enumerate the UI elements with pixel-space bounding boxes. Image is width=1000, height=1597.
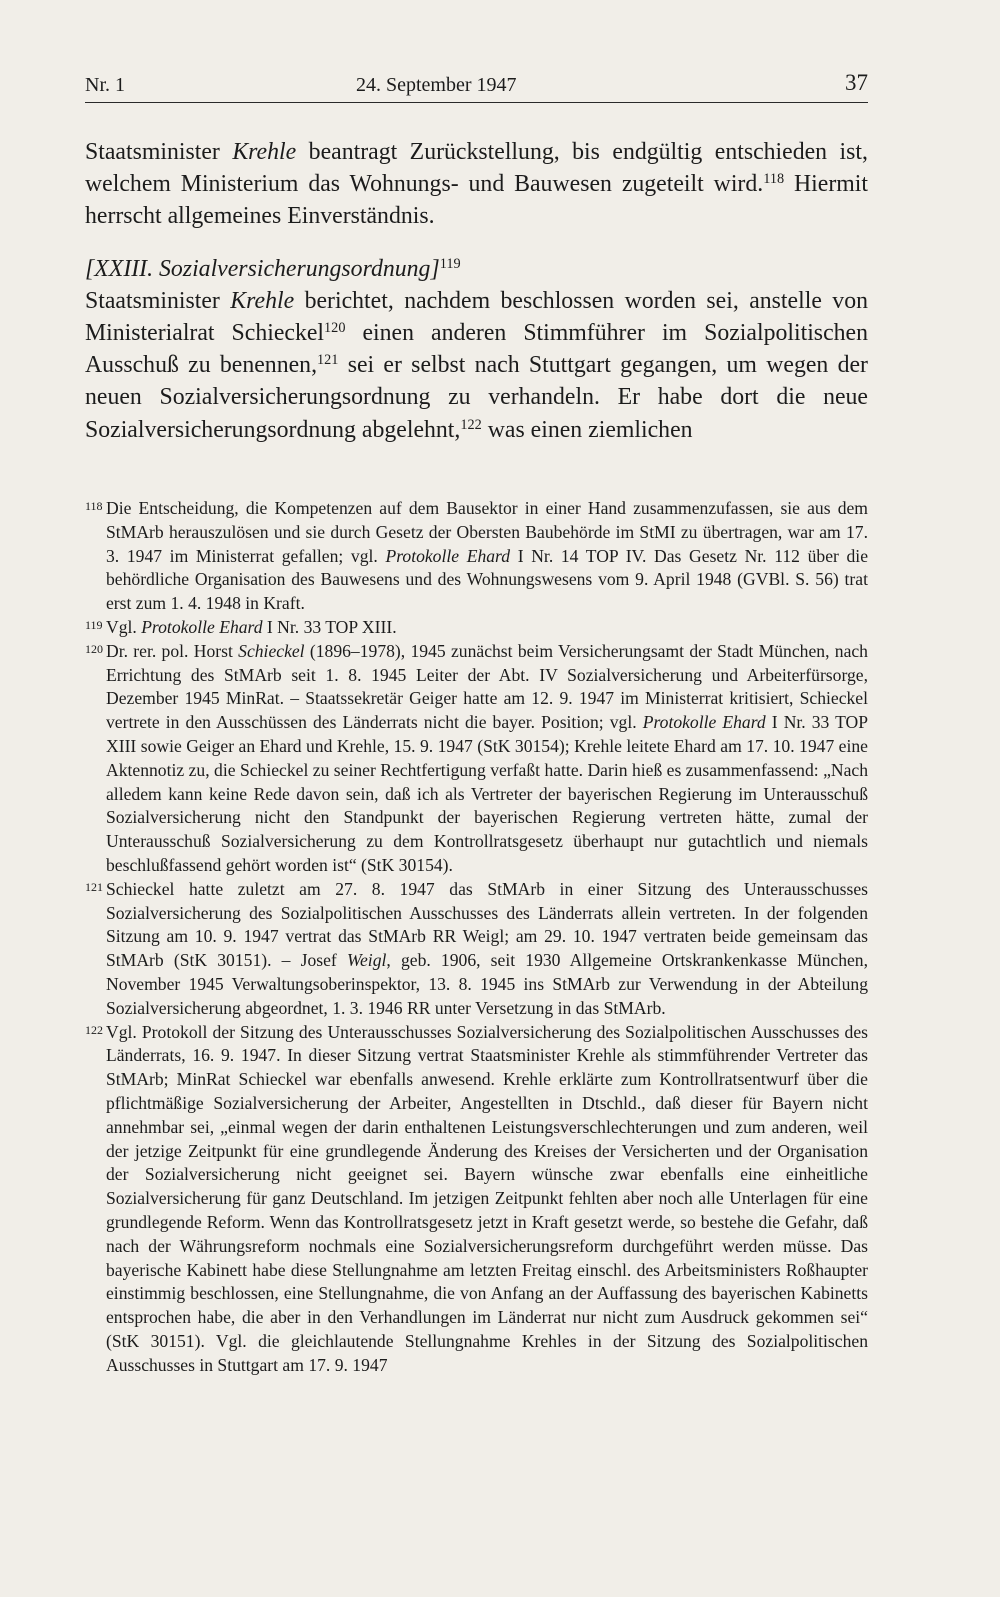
page-number: 37 xyxy=(845,70,868,95)
person-name: Krehle xyxy=(230,287,295,314)
footnote-119: 119 Vgl. Protokolle Ehard I Nr. 33 TOP XIII. xyxy=(85,616,868,640)
footnotes xyxy=(85,497,868,1377)
footnote-ref: 119 xyxy=(439,255,461,272)
main-text xyxy=(85,136,868,446)
paragraph-2: Staatsminister Krehle berichtet, nachdem beschlossen worden sei, anstelle von Ministerialrat Schieckel$^{120}$ einen anderen Stimmführer im Sozialpolitischen Ausschuß zu benennen,$^{121}$ sei er selbst nach Stuttgart gegangen, um wegen der neuen Sozialversicherungsordnung zu verhandeln. Er habe dort die neue Sozialversicherungsordnung abgelehnt,$^{122}$ was einen ziemlichen xyxy=(85,287,868,443)
footnote-121: 121 Schieckel hatte zuletzt am 27. 8. 1947 das StMArb in einer Sitzung des Unterausschusses Sozialversicherung des Sozialpolitischen Ausschusses des Länderrats allein vertreten. In der folgenden Sitzung am 10. 9. 1947 vertrat das StMArb RR Weigl; am 29. 10. 1947 vertraten beide gemeinsam das StMArb (StK 30151). – Josef Weigl, geb. 1906, seit 1930 Allgemeine Ortskrankenkasse München, November 1945 Verwaltungsoberinspektor, 13. 8. 1945 ins StMArb zur Verwendung in der Abteilung Sozialversicherung abgeordnet, 1. 3. 1946 RR unter Versetzung in das StMArb. xyxy=(85,878,868,1021)
header-date: 24. September 1947 xyxy=(356,74,517,96)
footnote-122: 122 Vgl. Protokoll der Sitzung des Unterausschusses Sozialversicherung des Sozialpolitischen Ausschusses des Länderrats, 16. 9. 1947. In dieser Sitzung vertrat Staatsminister Krehle als stimmführender Vertreter das StMArb; MinRat Schieckel war ebenfalls anwesend. Krehle erklärte zum Kontrollratsentwurf über die pflichtmäßige Sozialversicherung der Arbeiter, Angestellten in Dtschld., daß dieser für Bayern nicht annehmbar sei, „einmal wegen der darin enthaltenen Leistungsverschlechterungen und zum anderen, weil der jetzige Zeitpunkt für eine grundlegende Änderung des Kreises der Versicherten und der Organisation der Sozialversicherung nicht geeignet sei. Bayern wünsche zwar ebenfalls eine einheitliche Sozialversicherung für ganz Deutschland. Im jetzigen Zeitpunkt fehlten aber noch alle Unterlagen für eine grundlegende Reform. Wenn das Kontrollratsgesetz jetzt in Kraft gesetzt werde, so bestehe die Gefahr, daß nach der Währungsreform nochmals eine Sozialversicherungsreform durchgeführt werden müsse. Das bayerische Kabinett habe diese Stellungnahme am letzten Freitag einschl. des Arbeitsministers Roßhaupter einstimmig beschlossen, eine Stellungnahme, die von Anfang an der Auffassung des bayerischen Kabinetts entsprochen habe, die aber in den Verhandlungen im Länderrat nur nicht zum Ausdruck gekommen sei“ (StK 30151). Vgl. die gleichlautende Stellungnahme Krehles in der Sitzung des Sozialpolitischen Ausschusses in Stuttgart am 17. 9. 1947 xyxy=(85,1021,868,1378)
section-heading: [XXIII. Sozialversicherungsordnung]$^{119}$ xyxy=(85,255,461,282)
paragraph-1: Staatsminister Krehle beantragt Zurückstellung, bis endgültig entschieden ist, welchem Ministerium das Wohnungs- und Bauwesen zugeteilt wird.$^{118}$ Hiermit herrscht allgemeines Einverständnis. xyxy=(85,139,869,230)
footnote-number: 121 xyxy=(85,879,103,894)
footnote-ref: 121 xyxy=(317,352,339,369)
footnote-number: 118 xyxy=(85,499,103,513)
footnote-number: 119 xyxy=(85,617,103,632)
footnote-ref: 122 xyxy=(460,416,482,433)
footnote-number: 120 xyxy=(85,641,103,656)
footnote-ref: 120 xyxy=(324,320,346,337)
running-header xyxy=(85,70,868,103)
footnote-120: 120 Dr. rer. pol. Horst Schieckel (1896–1978), 1945 zunächst beim Versicherungsamt der Stadt München, nach Errichtung des StMArb seit 1. 8. 1945 Leiter der Abt. IV Sozialversicherung und Arbeiterfürsorge, Dezember 1945 MinRat. – Staatssekretär Geiger hatte am 12. 9. 1947 im Ministerrat kritisiert, Schieckel vertrete in den Ausschüssen des Länderrats nicht die bayer. Position; vgl. Protokolle Ehard I Nr. 33 TOP XIII sowie Geiger an Ehard und Krehle, 15. 9. 1947 (StK 30154); Krehle leitete Ehard am 17. 10. 1947 eine Aktennotiz zu, die Schieckel zu seiner Rechtfertigung verfaßt hatte. Darin hieß es zusammenfassend: „Nach alledem kann keine Rede davon sein, daß ich als Vertreter der bayerischen Regierung im Unterausschuß Sozialversicherung nicht den Standpunkt der bayerischen Regierung vertreten hätte, zumal der Unterausschuß Sozialversicherung zu dem Kontrollratsgesetz überhaupt nur gutachtlich und niemals beschlußfassend gehört worden ist“ (StK 30154). xyxy=(85,640,868,878)
person-name: Krehle xyxy=(232,139,297,165)
footnote-ref: 118 xyxy=(763,171,785,188)
document-number: Nr. 1 xyxy=(85,74,125,96)
footnote-118: 118 Die Entscheidung, die Kompetenzen auf dem Bausektor in einer Hand zusammenzufassen, sie aus dem StMArb herauszulösen und sie durch Gesetz der Obersten Baubehörde im StMI zu übertragen, war am 17. 3. 1947 im Ministerrat gefallen; vgl. Protokolle Ehard I Nr. 14 TOP IV. Das Gesetz Nr. 112 über die behördliche Organisation des Bauwesens und des Wohnungswesens vom 9. April 1948 (GVBl. S. 56) trat erst zum 1. 4. 1948 in Kraft. xyxy=(85,497,868,616)
footnote-number: 122 xyxy=(85,1022,103,1037)
